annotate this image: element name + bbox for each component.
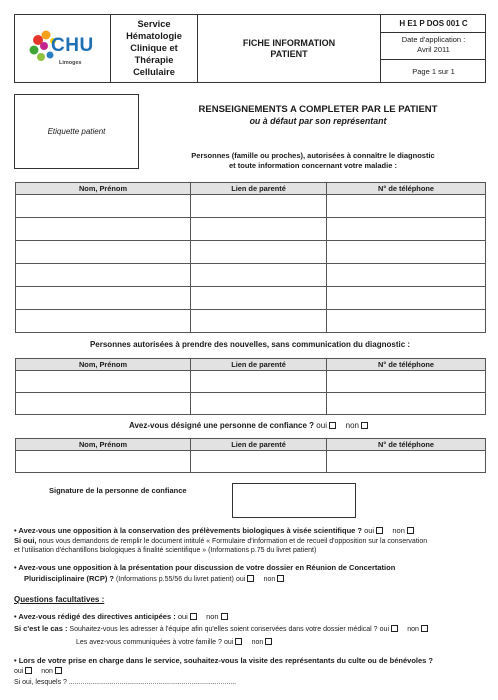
- column-relationship: Lien de parenté: [191, 439, 327, 451]
- phone-cell[interactable]: [327, 287, 486, 310]
- name-cell[interactable]: [16, 393, 191, 415]
- name-cell[interactable]: [16, 195, 191, 218]
- document-header: [14, 14, 486, 83]
- question-biological-samples: • Avez-vous une opposition à la conservation des prélèvements biologiques à visée scientifique ? oui non Si oui, nous vous demandons de remplir le document intitulé « Formulaire d'information et de recueil d'opposition sur la conservation et l'utilisation d'échantillons biologiques à finalité scientifique » (Informations p.75 du livret patient): [14, 526, 428, 554]
- question-religious-visit: • Lors de votre prise en charge dans le service, souhaitez-vous la visite des représentants du culte ou de bénévoles ? oui non Si oui, lesquels ? ......................................................................................: [14, 655, 496, 688]
- family-no-checkbox[interactable]: [265, 638, 272, 645]
- samples-no-checkbox[interactable]: [407, 527, 414, 534]
- trusted-no-checkbox[interactable]: [361, 422, 368, 429]
- relationship-cell[interactable]: [191, 371, 327, 393]
- column-phone: N° de téléphone: [327, 359, 486, 371]
- signature-label: Signature de la personne de confiance: [49, 486, 187, 495]
- directives-no-checkbox[interactable]: [221, 613, 228, 620]
- signature-box[interactable]: [232, 483, 356, 518]
- relationship-cell[interactable]: [191, 451, 327, 473]
- column-name: Nom, Prénom: [16, 439, 191, 451]
- column-relationship: Lien de parenté: [191, 359, 327, 371]
- trusted-person-table: [15, 438, 486, 473]
- section-subtitle: ou à défaut par son représentant: [249, 116, 387, 126]
- phone-cell[interactable]: [327, 195, 486, 218]
- name-cell[interactable]: [16, 241, 191, 264]
- trusted-person-question: Avez-vous désigné une personne de confiance ? oui non: [14, 421, 486, 430]
- name-cell[interactable]: [16, 451, 191, 473]
- name-cell[interactable]: [16, 310, 191, 333]
- question-rcp: • Avez-vous une opposition à la présentation pour discussion de votre dossier en Réunion de Concertation Pluridisciplinaire (RCP) ? (Informations p.55/56 du livret patient) oui non: [14, 563, 396, 583]
- patient-label: Etiquette patient: [47, 127, 106, 136]
- relationship-cell[interactable]: [191, 393, 327, 415]
- news-persons-table: [15, 358, 486, 415]
- logo-subtext: Limoges: [59, 60, 82, 66]
- document-code: H E1 P DOS 001 C: [399, 19, 468, 28]
- phone-cell[interactable]: [327, 393, 486, 415]
- samples-yes-checkbox[interactable]: [376, 527, 383, 534]
- authorized-intro: Personnes (famille ou proches), autorisées à connaître le diagnostic et toute information concernant votre maladie :: [191, 151, 435, 170]
- column-relationship: Lien de parenté: [191, 183, 327, 195]
- name-cell[interactable]: [16, 218, 191, 241]
- relationship-cell[interactable]: [191, 264, 327, 287]
- page-number: Page 1 sur 1: [412, 67, 455, 76]
- column-phone: N° de téléphone: [327, 183, 486, 195]
- visit-yes-checkbox[interactable]: [25, 667, 32, 674]
- phone-cell[interactable]: [327, 218, 486, 241]
- name-cell[interactable]: [16, 287, 191, 310]
- name-cell[interactable]: [16, 371, 191, 393]
- send-directives-yes-checkbox[interactable]: [391, 625, 398, 632]
- relationship-cell[interactable]: [191, 195, 327, 218]
- column-name: Nom, Prénom: [16, 359, 191, 371]
- phone-cell[interactable]: [327, 310, 486, 333]
- optional-questions-title: Questions facultatives :: [14, 595, 105, 604]
- family-yes-checkbox[interactable]: [235, 638, 242, 645]
- relationship-cell[interactable]: [191, 287, 327, 310]
- name-cell[interactable]: [16, 264, 191, 287]
- directives-yes-checkbox[interactable]: [190, 613, 197, 620]
- visit-which-field[interactable]: Si oui, lesquels ? ......................................................................................: [14, 679, 237, 686]
- column-phone: N° de téléphone: [327, 439, 486, 451]
- authorized-persons-table: [15, 182, 486, 333]
- relationship-cell[interactable]: [191, 310, 327, 333]
- news-section-title: Personnes autorisées à prendre des nouvelles, sans communication du diagnostic :: [89, 340, 411, 349]
- application-date: Date d'application : Avril 2011: [401, 35, 466, 54]
- relationship-cell[interactable]: [191, 218, 327, 241]
- column-name: Nom, Prénom: [16, 183, 191, 195]
- trusted-yes-checkbox[interactable]: [329, 422, 336, 429]
- service-name: Service Hématologie Clinique et Thérapie Cellulaire: [126, 19, 182, 77]
- rcp-no-checkbox[interactable]: [277, 575, 284, 582]
- phone-cell[interactable]: [327, 264, 486, 287]
- rcp-yes-checkbox[interactable]: [247, 575, 254, 582]
- logo-text: CHU: [51, 35, 94, 56]
- chu-logo: [29, 29, 101, 71]
- relationship-cell[interactable]: [191, 241, 327, 264]
- send-directives-no-checkbox[interactable]: [421, 625, 428, 632]
- section-title: RENSEIGNEMENTS A COMPLETER PAR LE PATIENT: [198, 104, 438, 115]
- phone-cell[interactable]: [327, 451, 486, 473]
- visit-no-checkbox[interactable]: [55, 667, 62, 674]
- form-title: FICHE INFORMATION PATIENT: [242, 38, 336, 59]
- phone-cell[interactable]: [327, 371, 486, 393]
- phone-cell[interactable]: [327, 241, 486, 264]
- question-advance-directives: • Avez-vous rédigé des directives anticipées : oui non Si c'est le cas : Souhaitez-vous les adresser à l'équipe afin qu'elles soient conservées dans votre dossier médical ? oui non Les avez-vous communiquées à votre famille ? oui non: [14, 611, 492, 649]
